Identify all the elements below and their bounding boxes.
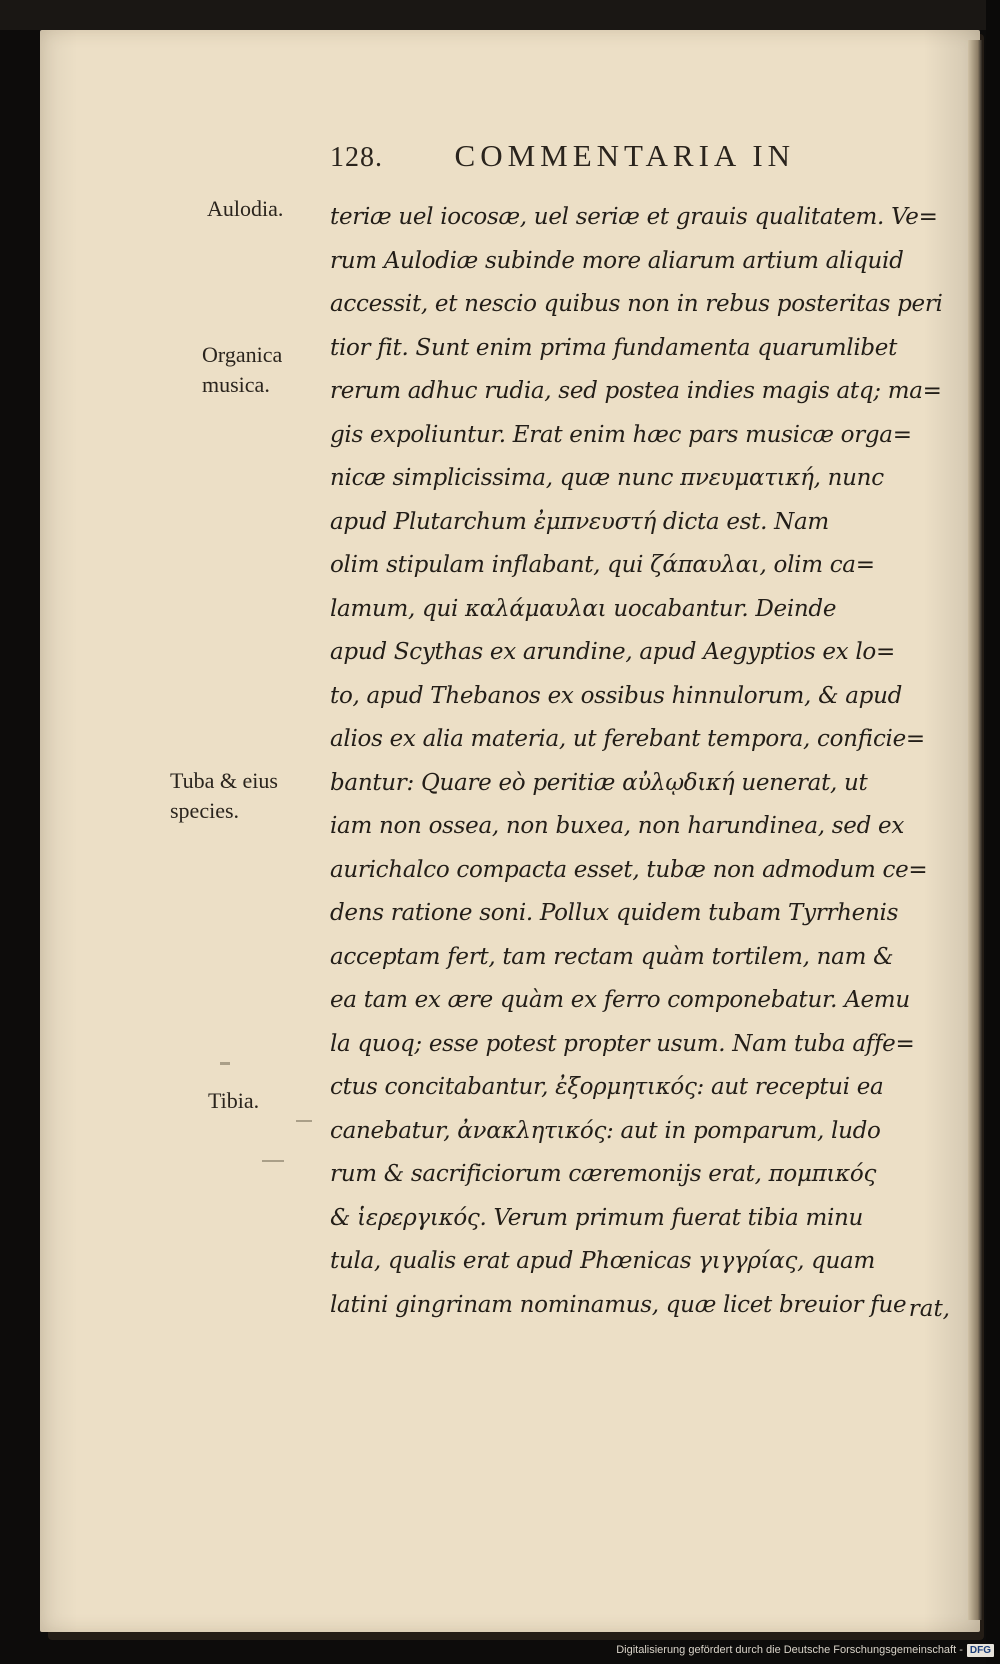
text-line: bantur: Quare eò peritiæ αὐλῳδική uenerat, ut <box>330 769 868 796</box>
margin-note-text: Tibia. <box>208 1088 260 1113</box>
text-line: nicæ simplicissima, quæ nunc πνευματική, nunc <box>330 465 884 491</box>
ink-speck <box>220 1062 230 1065</box>
catchword: rat, <box>908 1296 950 1322</box>
book-page <box>40 30 980 1632</box>
credit-text: Digitalisierung gefördert durch die Deutsche Forschungsgemeinschaft - <box>616 1644 963 1656</box>
text-line: ctus concitabantur, ἐξορμητικός: aut receptui ea <box>330 1074 884 1100</box>
scan-top-edge <box>0 0 1000 30</box>
text-line: teriæ uel iocosæ, uel seriæ et grauis qualitatem. Ve= <box>330 204 938 230</box>
text-line: accessit, et nescio quibus non in rebus posteritas peri <box>330 291 943 317</box>
text-line: rum Aulodiæ subinde more aliarum artium aliquid <box>330 247 904 274</box>
text-line: alios ex alia materia, ut ferebant tempora, conficie= <box>330 726 925 752</box>
text-line: tior fit. Sunt enim prima fundamenta quarumlibet <box>330 334 898 361</box>
text-line: dens ratione soni. Pollux quidem tubam Tyrrhenis <box>330 900 899 926</box>
margin-note-text: Organica <box>202 342 283 367</box>
text-line: la quoq; esse potest propter usum. Nam tuba affe= <box>330 1030 915 1057</box>
text-line: lamum, qui καλάμαυλαι uocabantur. Deinde <box>330 595 837 622</box>
text-line: olim stipulam inflabant, qui ζάπαυλαι, olim ca= <box>330 552 875 578</box>
margin-note-text: species. <box>170 798 240 823</box>
margin-note-text: Tuba & eius <box>170 768 278 793</box>
text-line: canebatur, ἀνακλητικός: aut in pomparum, ludo <box>330 1117 881 1144</box>
text-line: rerum adhuc rudia, sed postea indies magis atq; ma= <box>330 378 942 404</box>
text-line: ea tam ex ære quàm ex ferro componebatur. Aemu <box>330 987 910 1013</box>
scan-right-edge <box>986 0 1000 1664</box>
margin-note-tibia <box>208 1086 259 1116</box>
text-line: apud Scythas ex arundine, apud Aegyptios ex lo= <box>330 639 895 665</box>
margin-note-organica <box>202 340 282 400</box>
margin-note-tuba <box>170 766 278 826</box>
folio-number: 128. <box>330 142 383 173</box>
margin-note-aulodia <box>207 194 283 224</box>
margin-note-text: musica. <box>202 372 270 397</box>
body-text <box>330 196 950 1327</box>
text-line: apud Plutarchum ἐμπνευστή dicta est. Nam <box>330 508 829 535</box>
text-line: & ἱερεργικός. Verum primum fuerat tibia minu <box>330 1204 864 1231</box>
text-line: iam non ossea, non buxea, non harundinea, sed ex <box>330 813 905 839</box>
page-header <box>330 138 930 182</box>
page-edge <box>968 40 982 1620</box>
ink-speck <box>296 1120 312 1122</box>
margin-note-text: Aulodia. <box>207 196 284 221</box>
text-line: latini gingrinam nominamus, quæ licet breuior fue <box>330 1291 907 1318</box>
dfg-logo: DFG <box>967 1644 994 1657</box>
text-line: acceptam fert, tam rectam quàm tortilem, nam & <box>330 943 894 970</box>
text-line: to, apud Thebanos ex ossibus hinnulorum, & apud <box>330 682 903 709</box>
text-line: aurichalco compacta esset, tubæ non admodum ce= <box>330 856 928 883</box>
running-title: COMMENTARIA IN <box>454 138 796 173</box>
text-line: tula, qualis erat apud Phœnicas γιγγρίας, quam <box>330 1248 875 1274</box>
text-line: gis expoliuntur. Erat enim hæc pars musicæ orga= <box>330 421 912 448</box>
text-line: rum & sacrificiorum cæremonijs erat, πομπικός <box>330 1161 877 1187</box>
ink-speck <box>262 1160 284 1162</box>
digitization-credit <box>600 1644 994 1662</box>
